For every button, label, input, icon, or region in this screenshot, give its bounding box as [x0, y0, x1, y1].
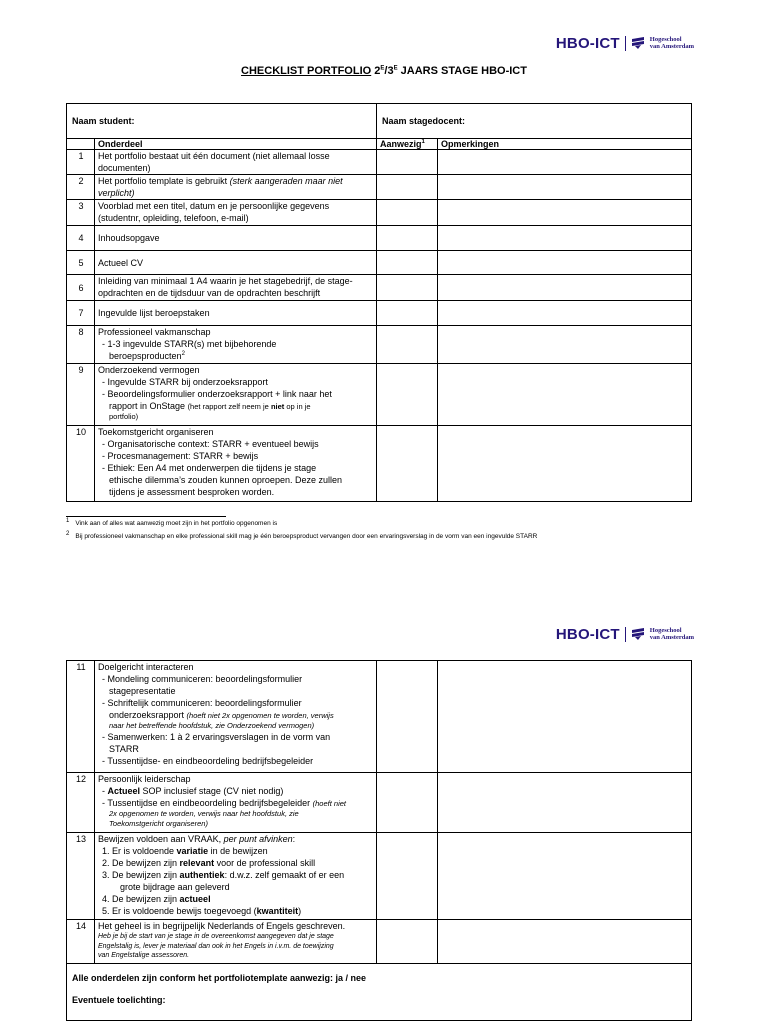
row-line: [98, 709, 374, 721]
table-row: [67, 251, 692, 275]
checklist-table-1: [66, 103, 692, 502]
row-heading: Onderzoekend vermogen: [98, 365, 200, 375]
list-text: in de bewijzen: [208, 846, 268, 856]
footnote-num: 2: [66, 530, 70, 537]
list-item: [98, 869, 374, 881]
title-rest: JAARS STAGE HBO-ICT: [397, 65, 527, 77]
row-text: Het portfolio bestaat uit één document (niet allemaal losse documenten): [95, 150, 377, 175]
row-heading: Professioneel vakmanschap: [98, 327, 211, 337]
row-line-text: onderzoeksrapport: [109, 710, 187, 720]
title-y1: 2: [374, 65, 381, 77]
row-text: [95, 326, 377, 364]
row-line: - Samenwerken: 1 à 2 ervaringsverslagen in de vorm van: [102, 732, 331, 742]
list-bold: authentiek: [179, 870, 225, 880]
row-text-note: (sterk aangeraden maar niet verplicht): [98, 176, 343, 198]
row-line-note: (het rapport zelf neem je: [187, 402, 271, 411]
row-heading: [98, 833, 374, 845]
aanwezig-cell[interactable]: [377, 175, 438, 200]
row-line-note: (hoeft niet 2x opgenomen te worden, verwijs: [186, 711, 334, 720]
row-line: [98, 350, 374, 362]
header-aanwezig: [377, 139, 438, 150]
logo-hva-text: [650, 627, 694, 641]
logo-divider: [625, 627, 626, 642]
row-line: - Procesmanagement: STARR + bewijs: [102, 451, 259, 461]
opmerkingen-cell[interactable]: [438, 326, 692, 364]
row-line: - Ingevulde STARR bij onderzoeksrapport: [102, 377, 268, 387]
list-text: ): [298, 906, 302, 916]
footnote-text: Bij professioneel vakmanschap en elke professional skill mag je één beroepsproduct vervangen door een ervaringsverslag in de vorm van een ingevulde STARR: [75, 533, 538, 540]
footnote-divider: [66, 516, 226, 517]
table-row: [67, 833, 692, 920]
opmerkingen-cell[interactable]: [438, 175, 692, 200]
row-line-text: beroepsproducten: [109, 351, 182, 361]
row-heading: Persoonlijk leiderschap: [98, 774, 191, 784]
row-line: STARR: [109, 744, 139, 754]
row-line: - Organisatorische context: STARR + eventueel bewijs: [102, 439, 319, 449]
row-line: portfolio): [109, 412, 139, 421]
row-heading: Het geheel is in begrijpelijk Nederlands of Engels geschreven.: [98, 921, 346, 931]
row-text: Ingevulde lijst beroepstaken: [95, 301, 377, 326]
logo-sub-2: van Amsterdam: [649, 43, 694, 50]
list-bold: relevant: [179, 858, 215, 868]
aanwezig-cell[interactable]: [377, 226, 438, 251]
row-heading: Toekomstgericht organiseren: [98, 427, 214, 437]
row-number: 9: [67, 364, 95, 426]
table-row: [67, 364, 692, 426]
table-row: [67, 226, 692, 251]
title-sup2: E: [393, 65, 398, 72]
row-line-bold: niet: [270, 402, 285, 411]
hva-mark-icon: [631, 627, 645, 641]
aanwezig-cell[interactable]: [377, 200, 438, 226]
list-text: 4. De bewijzen zijn: [102, 894, 180, 904]
footnote-2: [66, 530, 538, 540]
row-number: 4: [67, 226, 95, 251]
list-item-cont: grote bijdrage aan geleverd: [120, 882, 230, 892]
header-onderdeel: Onderdeel: [95, 139, 377, 150]
row-line: tijdens je assessment besproken worden.: [109, 487, 275, 497]
row-text: Inleiding van minimaal 1 A4 waarin je het stagebedrijf, de stage-opdrachten en de tijdsduur van de opdrachten beschrijft: [95, 275, 377, 301]
opmerkingen-cell[interactable]: [438, 275, 692, 301]
row-text: Voorblad met een titel, datum en je persoonlijke gegevens (studentnr, opleiding, telefoon, e-mail): [95, 200, 377, 226]
row-number: 14: [67, 920, 95, 964]
row-line: - Schriftelijk communiceren: beoordelingsformulier: [102, 698, 302, 708]
row-text: [95, 661, 377, 773]
logo-hva-text: [650, 36, 694, 50]
row-heading-italic: per punt afvinken: [223, 834, 293, 844]
logo-text: HBO-ICT: [555, 625, 620, 643]
row-number: 12: [67, 773, 95, 833]
row-line-note: op in je: [284, 402, 311, 411]
row-heading-text: Bewijzen voldoen aan VRAAK,: [98, 834, 224, 844]
row-line: [98, 400, 374, 412]
row-text: [95, 426, 377, 502]
row-text: Inhoudsopgave: [95, 226, 377, 251]
conform-label: Alle onderdelen zijn conform het portfoliotemplate aanwezig: ja / nee: [72, 973, 367, 983]
title-sup1: E: [380, 65, 385, 72]
row-line: Toekomstgericht organiseren): [109, 819, 208, 828]
row-line-text: SOP inclusief stage (CV niet nodig): [140, 786, 284, 796]
naam-student-cell[interactable]: Naam student:: [67, 104, 377, 139]
title-main: CHECKLIST PORTFOLIO: [241, 65, 372, 77]
row-text: [95, 833, 377, 920]
opmerkingen-cell[interactable]: [438, 364, 692, 426]
footnote-ref-2: 2: [181, 351, 185, 357]
row-text: [95, 773, 377, 833]
list-text: 3. De bewijzen zijn: [102, 870, 180, 880]
row-line: - Ethiek: Een A4 met onderwerpen die tijdens je stage: [102, 463, 317, 473]
hva-mark-icon: [631, 36, 645, 50]
list-item: [98, 845, 374, 857]
opmerkingen-cell[interactable]: [438, 200, 692, 226]
checklist-table-2: [66, 660, 692, 1021]
aanwezig-cell[interactable]: [377, 326, 438, 364]
row-note: van Engelstalige assessoren.: [98, 952, 190, 959]
opmerkingen-cell[interactable]: [438, 920, 692, 964]
list-item: [98, 893, 374, 905]
table-row: [67, 773, 692, 833]
hbo-ict-logo: [556, 34, 694, 52]
footnote-num: 1: [66, 517, 70, 524]
row-line: 2x opgenomen te worden, verwijs naar het hoofdstuk, zie: [109, 809, 299, 818]
row-number: 7: [67, 301, 95, 326]
list-item: [98, 905, 374, 917]
row-text: [95, 920, 377, 964]
summary-cell[interactable]: [67, 964, 692, 1021]
header-num: [67, 139, 95, 150]
header-aanwezig-label: Aanwezig: [380, 139, 422, 149]
header-opmerkingen: Opmerkingen: [438, 139, 692, 150]
table-row: [67, 920, 692, 964]
aanwezig-cell[interactable]: [377, 150, 438, 175]
row-number: 5: [67, 251, 95, 275]
table-row: [67, 175, 692, 200]
row-line: stagepresentatie: [109, 686, 176, 696]
opmerkingen-cell[interactable]: [438, 833, 692, 920]
opmerkingen-cell[interactable]: [438, 251, 692, 275]
aanwezig-cell[interactable]: [377, 301, 438, 326]
table-row: [67, 661, 692, 773]
row-line: - Beoordelingsformulier onderzoeksrapport + link naar het: [102, 389, 332, 399]
row-note: Heb je bij de start van je stage in de overeenkomst aangegeven dat je stage: [98, 933, 334, 940]
logo-sub-1: Hogeschool: [649, 627, 682, 634]
list-text: : d.w.z. zelf gemaakt of er een: [224, 870, 345, 880]
row-line-bold: Actueel: [107, 786, 141, 796]
table-row: [67, 150, 692, 175]
opmerkingen-cell[interactable]: [438, 661, 692, 773]
row-line: - Tussentijdse- en eindbeoordeling bedrijfsbegeleider: [102, 756, 314, 766]
row-text: [95, 175, 377, 200]
footnote-1: [66, 517, 278, 527]
row-heading: Doelgericht interacteren: [98, 662, 194, 672]
row-line-note: (hoeft niet: [312, 799, 346, 808]
row-line: - Mondeling communiceren: beoordelingsformulier: [102, 674, 303, 684]
logo-sub-1: Hogeschool: [649, 36, 682, 43]
aanwezig-cell[interactable]: [377, 426, 438, 502]
row-number: 6: [67, 275, 95, 301]
list-bold: variatie: [176, 846, 209, 856]
row-line-text: - Tussentijdse en eindbeoordeling bedrijfsbegeleider: [102, 798, 313, 808]
row-number: 1: [67, 150, 95, 175]
row-line: - 1-3 ingevulde STARR(s) met bijbehorende: [102, 339, 277, 349]
opmerkingen-cell[interactable]: [438, 773, 692, 833]
row-number: 13: [67, 833, 95, 920]
logo-text: HBO-ICT: [555, 34, 620, 52]
row-text: [95, 364, 377, 426]
footnote-ref-1: 1: [421, 139, 425, 145]
list-bold: kwantiteit: [256, 906, 299, 916]
table-row: [67, 275, 692, 301]
aanwezig-cell[interactable]: [377, 661, 438, 773]
list-text: 5. Er is voldoende bewijs toegevoegd (: [102, 906, 257, 916]
row-number: 2: [67, 175, 95, 200]
opmerkingen-cell[interactable]: [438, 426, 692, 502]
list-text: voor de professional skill: [214, 858, 316, 868]
table-row: [67, 426, 692, 502]
row-text: Actueel CV: [95, 251, 377, 275]
row-text-main: Het portfolio template is gebruikt: [98, 176, 230, 186]
aanwezig-cell[interactable]: [377, 251, 438, 275]
page-title: [0, 65, 768, 77]
row-line-text: rapport in OnStage: [109, 401, 188, 411]
logo-sub-2: van Amsterdam: [649, 634, 694, 641]
list-text: 2. De bewijzen zijn: [102, 858, 180, 868]
footnote-text: Vink aan of alles wat aanwezig moet zijn in het portfolio opgenomen is: [75, 520, 278, 527]
opmerkingen-cell[interactable]: [438, 301, 692, 326]
row-line: [98, 797, 374, 809]
row-number: 3: [67, 200, 95, 226]
row-number: 11: [67, 661, 95, 773]
list-bold: actueel: [179, 894, 211, 904]
row-line-text: -: [102, 786, 108, 796]
table-row: [67, 200, 692, 226]
table-row: [67, 326, 692, 364]
toelichting-label: Eventuele toelichting:: [72, 995, 166, 1005]
row-heading-end: :: [292, 834, 296, 844]
row-number: 8: [67, 326, 95, 364]
list-item: [98, 857, 374, 869]
row-line: [98, 785, 374, 797]
naam-stagedocent-cell[interactable]: Naam stagedocent:: [377, 104, 692, 139]
opmerkingen-cell[interactable]: [438, 150, 692, 175]
hbo-ict-logo: [556, 625, 694, 643]
aanwezig-cell[interactable]: [377, 920, 438, 964]
row-number: 10: [67, 426, 95, 502]
title-slash: /3: [384, 65, 394, 77]
summary-row: [67, 964, 692, 1021]
aanwezig-cell[interactable]: [377, 364, 438, 426]
row-note: Engelstalig is, lever je materiaal dan ook in het Engels in i.v.m. de toewijzing: [98, 942, 334, 950]
aanwezig-cell[interactable]: [377, 833, 438, 920]
aanwezig-cell[interactable]: [377, 275, 438, 301]
list-text: 1. Er is voldoende: [102, 846, 177, 856]
row-line: naar het betreffende hoofdstuk, zie Onderzoekend vermogen): [109, 721, 315, 730]
aanwezig-cell[interactable]: [377, 773, 438, 833]
logo-divider: [625, 36, 626, 51]
row-line: ethische dilemma’s zouden kunnen oproepen. Deze zullen: [109, 475, 342, 485]
table-row: [67, 301, 692, 326]
opmerkingen-cell[interactable]: [438, 226, 692, 251]
